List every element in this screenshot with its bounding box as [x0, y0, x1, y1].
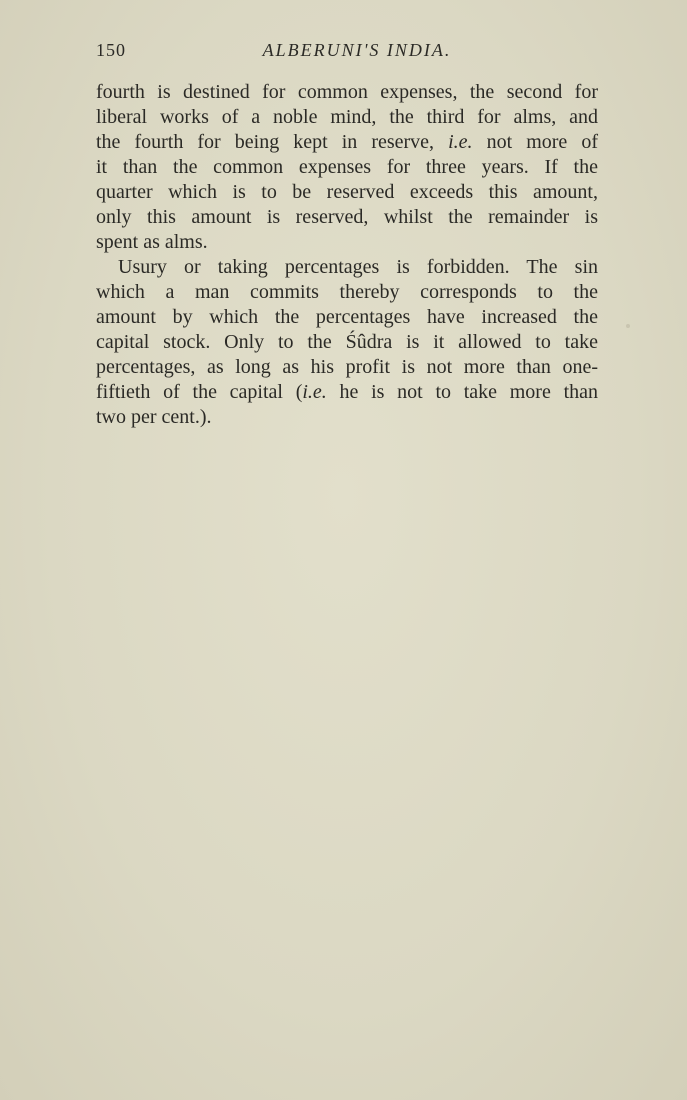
text-line: two per cent.).	[96, 406, 212, 428]
italic-abbreviation: i.e.	[448, 131, 473, 153]
text-line: fiftieth of the capital (i.e. he is not to take more than	[96, 381, 598, 403]
paper-speck	[626, 324, 630, 328]
paragraph	[96, 80, 598, 255]
text-line: it than the common expenses for three years. If the	[96, 156, 598, 178]
text-line: quarter which is to be reserved exceeds this amount,	[96, 181, 598, 203]
text-line: capital stock. Only to the Śûdra is it allowed to take	[96, 331, 598, 353]
text-line: liberal works of a noble mind, the third for alms, and	[96, 106, 598, 128]
text-line: which a man commits thereby corresponds to the	[96, 281, 598, 303]
text-line: fourth is destined for common expenses, the second for	[96, 81, 598, 103]
text-line: spent as alms.	[96, 231, 208, 253]
italic-abbreviation: i.e.	[302, 381, 327, 403]
body-text	[96, 80, 598, 430]
text-line: only this amount is reserved, whilst the remainder is	[96, 206, 598, 228]
text-line: Usury or taking percentages is forbidden. The sin	[118, 256, 598, 278]
text-line: the fourth for being kept in reserve, i.e. not more of	[96, 131, 598, 153]
text-line: amount by which the percentages have increased the	[96, 306, 598, 328]
running-title: ALBERUNI'S INDIA.	[262, 40, 452, 60]
text-line: percentages, as long as his profit is not more than one-	[96, 356, 598, 378]
running-head	[96, 40, 598, 66]
paragraph	[96, 255, 598, 430]
page-number: 150	[96, 40, 126, 60]
